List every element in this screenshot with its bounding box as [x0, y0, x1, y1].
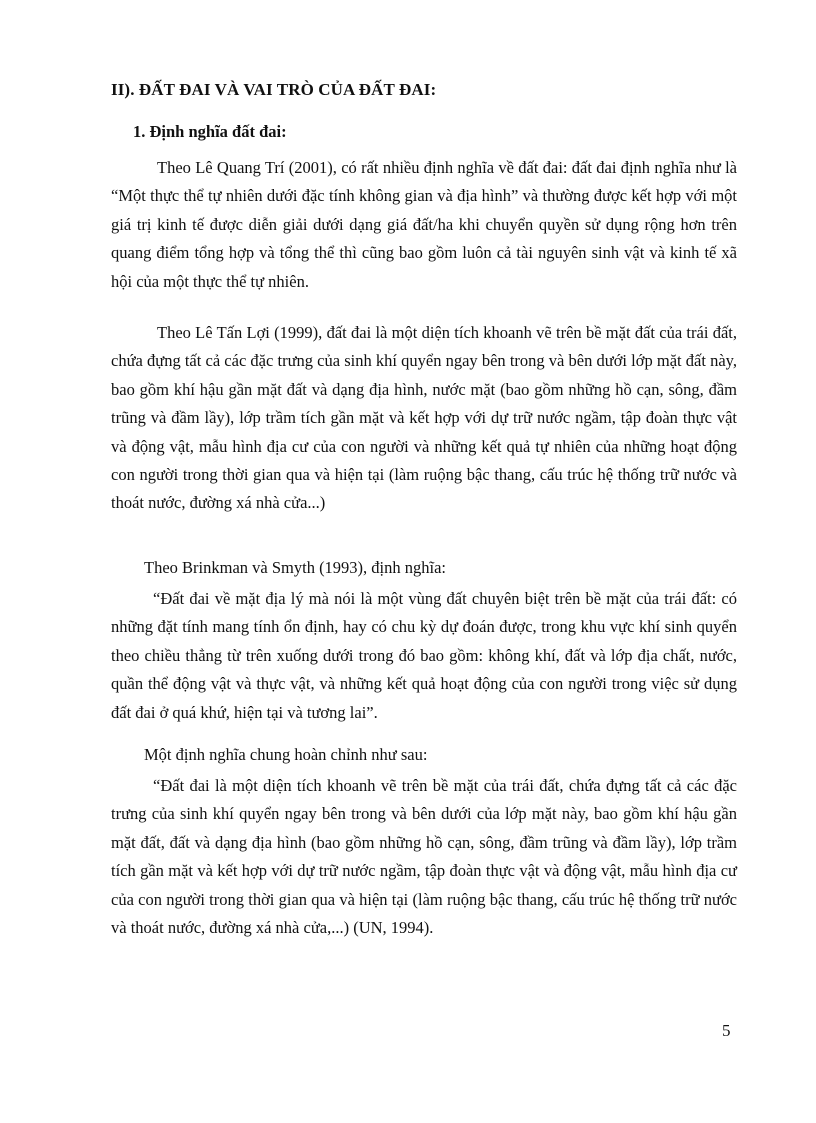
section-title: II). ĐẤT ĐAI VÀ VAI TRÒ CỦA ĐẤT ĐAI: [111, 80, 437, 99]
paragraph-le-tan-loi: Theo Lê Tấn Lợi (1999), đất đai là một diện tích khoanh vẽ trên bề mặt đất của trái đất, chứa đựng tất cả các đặc trưng của sinh khí quyển ngay bên trong và bên dưới lớp mặt đất này, bao gồm khí hậu gần mặt đất và dạng địa hình, nước mặt (bao gồm những hồ cạn, sông, đầm trũng và đầm lầy), lớp trầm tích gần mặt và kết hợp với dự trữ nước ngầm, tập đoàn thực vật và động vật, mẫu hình địa cư của con người và những kết quả tự nhiên của những hoạt động con người trong thời gian qua và hiện tại (làm ruộng bậc thang, cấu trúc hệ thống trữ nước và thoát nước, đường xá nhà cửa...) [111, 323, 737, 513]
page-number: 5 [722, 1021, 731, 1040]
quote-general-definition: “Đất đai là một diện tích khoanh vẽ trên bề mặt của trái đất, chứa đựng tất cả các đặc trưng của sinh khí quyển ngay bên trong và bên dưới của lớp mặt này, bao gồm khí hậu gần mặt đất, đất và dạng địa hình (bao gồm những hồ cạn, sông, đầm trũng và đầm lầy), lớp trầm tích gần mặt và kết hợp với dự trữ nước ngầm, tập đoàn thực vật và động vật, mẫu hình địa cư của con người trong thời gian qua và hiện tại (làm ruộng bậc thang, cấu trúc hệ thống trữ nước và thoát nước, đường xá nhà cửa,...) (UN, 1994). [111, 776, 737, 938]
quote-brinkman-smyth: “Đất đai về mặt địa lý mà nói là một vùng đất chuyên biệt trên bề mặt của trái đất: có những đặt tính mang tính ổn định, hay có chu kỳ dự đoán được, trong khu vực khí sinh quyển theo chiều thẳng từ trên xuống dưới trong đó bao gồm: không khí, đất và lớp địa chất, nước, quần thể động vật và thực vật, và những kết quả hoạt động của con người trong việc sử dụng đất đai ở quá khứ, hiện tại và tương lai”. [111, 589, 737, 722]
paragraph-le-quang-tri: Theo Lê Quang Trí (2001), có rất nhiều định nghĩa về đất đai: đất đai định nghĩa như là “Một thực thể tự nhiên dưới đặc tính không gian và địa hình” và thường được kết hợp với một giá trị kinh tế được diễn giải dưới dạng giá đất/ha khi chuyển quyền sử dụng rộng hơn trên quang điểm tổng hợp và tổng thể thì cũng bao gồm luôn cả tài nguyên sinh vật và kinh tế xã hội của một thực thể tự nhiên. [111, 158, 737, 291]
paragraph-general-definition-intro: Một định nghĩa chung hoàn chỉnh như sau: [144, 745, 428, 764]
paragraph-brinkman-smyth-intro: Theo Brinkman và Smyth (1993), định nghĩa: [144, 558, 447, 577]
subsection-title: 1. Định nghĩa đất đai: [133, 122, 287, 141]
